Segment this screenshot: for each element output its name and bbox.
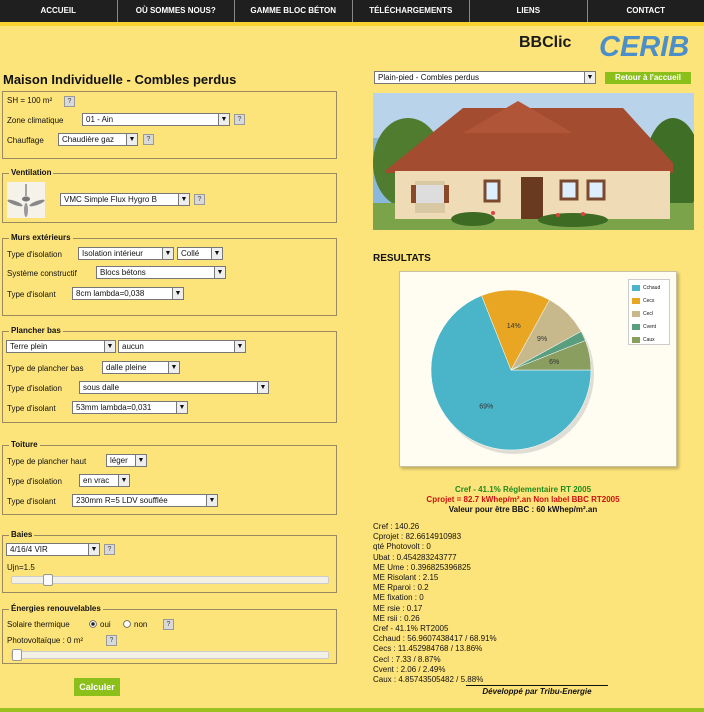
pie-label-cecl: 9% bbox=[537, 335, 548, 343]
nav-telechargements[interactable]: TÉLÉCHARGEMENTS bbox=[353, 0, 471, 22]
chevron-down-icon: ▼ bbox=[584, 72, 595, 83]
baies-select[interactable]: 4/16/4 VIR ▼ bbox=[6, 543, 100, 556]
pie-label-caux: 6% bbox=[549, 358, 560, 366]
stat-line: Cprojet : 82.6614910983 bbox=[373, 532, 462, 542]
plancher-isolation-label: Type d'isolation bbox=[7, 384, 62, 393]
legend-item: Cchaud bbox=[632, 285, 660, 291]
radio-oui[interactable] bbox=[89, 620, 97, 628]
toiture-isolant-label: Type d'isolant bbox=[7, 497, 56, 506]
chevron-down-icon: ▼ bbox=[135, 455, 146, 466]
plancher-isolant-select[interactable]: 53mm lambda=0,031 ▼ bbox=[72, 401, 188, 414]
nav-liens[interactable]: LIENS bbox=[470, 0, 588, 22]
legend-item: Cecl bbox=[632, 311, 653, 317]
stat-line: ME fixation : 0 bbox=[373, 593, 424, 603]
page-title: Maison Individuelle - Combles perdus bbox=[3, 72, 237, 87]
murs-isolant-select[interactable]: 8cm lambda=0,038 ▼ bbox=[72, 287, 184, 300]
chauffage-help-icon[interactable]: ? bbox=[143, 134, 154, 145]
result-cref: Cref - 41.1% Réglementaire RT 2005 bbox=[454, 485, 592, 494]
plancher-aucun-select[interactable]: aucun ▼ bbox=[118, 340, 246, 353]
murs-systeme-select[interactable]: Blocs bétons ▼ bbox=[96, 266, 226, 279]
murs-isolation-label: Type d'isolation bbox=[7, 250, 62, 259]
chart-legend bbox=[628, 279, 670, 345]
stat-line: Caux : 4.85743505482 / 5.88% bbox=[373, 675, 484, 685]
pv-label: Photovoltaïque : 0 m² bbox=[7, 636, 84, 645]
toiture-plancher-select[interactable]: léger ▼ bbox=[106, 454, 147, 467]
pie-label-cchaud: 69% bbox=[479, 403, 494, 411]
chevron-down-icon: ▼ bbox=[162, 248, 173, 259]
ventilation-fan-icon bbox=[7, 182, 45, 218]
chevron-down-icon: ▼ bbox=[118, 475, 129, 486]
main-nav bbox=[0, 0, 704, 22]
plancher-bas-fieldset bbox=[2, 326, 337, 423]
cerib-logo bbox=[598, 30, 700, 60]
stat-line: Cvent : 2.06 / 2.49% bbox=[373, 664, 446, 674]
radio-oui-label: oui bbox=[100, 620, 111, 629]
sh-label: SH = 100 m² bbox=[7, 96, 53, 105]
zone-label: Zone climatique bbox=[7, 116, 64, 125]
baies-help-icon[interactable]: ? bbox=[104, 544, 115, 555]
results-title: RESULTATS bbox=[373, 253, 431, 264]
stat-line: ME Rparoi : 0.2 bbox=[373, 583, 429, 593]
plancher-terre-select[interactable]: Terre plein ▼ bbox=[6, 340, 116, 353]
plancher-isolation-select[interactable]: sous dalle ▼ bbox=[79, 381, 269, 394]
legend-item: Cvent bbox=[632, 324, 656, 330]
ujn-label: Ujn=1.5 bbox=[7, 563, 35, 572]
footer-stripe bbox=[0, 708, 704, 712]
stat-line: Ubat : 0.454283243777 bbox=[373, 552, 457, 562]
chevron-down-icon: ▼ bbox=[211, 248, 222, 259]
svg-text:CERIB: CERIB bbox=[599, 31, 690, 60]
nav-contact[interactable]: CONTACT bbox=[626, 6, 665, 15]
legend-item: Caux bbox=[632, 337, 655, 343]
zone-select[interactable]: 01 - Ain ▼ bbox=[82, 113, 230, 126]
house-image bbox=[373, 93, 694, 230]
baies-fieldset bbox=[2, 530, 337, 593]
pv-slider-thumb[interactable] bbox=[12, 649, 22, 661]
radio-non-label: non bbox=[134, 620, 148, 629]
ventilation-legend: Ventilation bbox=[11, 168, 52, 177]
toiture-plancher-label: Type de plancher haut bbox=[7, 457, 87, 466]
toiture-isolation-select[interactable]: en vrac ▼ bbox=[79, 474, 130, 487]
chevron-down-icon: ▼ bbox=[218, 114, 229, 125]
murs-fixation-select[interactable]: Collé ▼ bbox=[177, 247, 223, 260]
chevron-down-icon: ▼ bbox=[206, 495, 217, 506]
result-valeur-bbc: Valeur pour être BBC : 60 kWhep/m².an bbox=[448, 505, 598, 514]
stat-line: qté Photovolt : 0 bbox=[373, 542, 431, 552]
ventilation-select[interactable]: VMC Simple Flux Hygro B ▼ bbox=[60, 193, 190, 206]
murs-isolation-select[interactable]: Isolation intérieur ▼ bbox=[78, 247, 174, 260]
general-fieldset bbox=[2, 91, 337, 159]
plancher-type-label: Type de plancher bas bbox=[7, 364, 84, 373]
header-stripe bbox=[0, 22, 704, 26]
chevron-down-icon: ▼ bbox=[88, 544, 99, 555]
chauffage-label: Chauffage bbox=[7, 136, 44, 145]
stat-line: ME rsii : 0.26 bbox=[373, 613, 420, 623]
chevron-down-icon: ▼ bbox=[178, 194, 189, 205]
murs-legend: Murs extérieurs bbox=[11, 233, 71, 242]
house-select[interactable]: Plain-pied - Combles perdus ▼ bbox=[374, 71, 596, 84]
chevron-down-icon: ▼ bbox=[214, 267, 225, 278]
stat-line: ME Risolant : 2.15 bbox=[373, 573, 439, 583]
stat-line: Cref - 41.1% RT2005 bbox=[373, 624, 449, 634]
stat-line: Cchaud : 56.9607438417 / 68.91% bbox=[373, 634, 497, 644]
chevron-down-icon: ▼ bbox=[126, 134, 137, 145]
chevron-down-icon: ▼ bbox=[176, 402, 187, 413]
solaire-help-icon[interactable]: ? bbox=[163, 619, 174, 630]
app-name: BBClic bbox=[519, 34, 572, 51]
pie-chart-panel bbox=[399, 271, 677, 467]
sh-help-icon[interactable]: ? bbox=[64, 96, 75, 107]
plancher-type-select[interactable]: dalle pleine ▼ bbox=[102, 361, 180, 374]
calculer-button[interactable]: Calculer bbox=[74, 678, 120, 696]
plancher-bas-legend: Plancher bas bbox=[11, 326, 61, 335]
chevron-down-icon: ▼ bbox=[234, 341, 245, 352]
developer-credit: Développé par Tribu-Energie bbox=[466, 685, 608, 696]
ventilation-help-icon[interactable]: ? bbox=[194, 194, 205, 205]
result-cprojet: Cprojet = 82.7 kWhep/m².an Non label BBC RT2005 bbox=[426, 495, 620, 504]
zone-help-icon[interactable]: ? bbox=[234, 114, 245, 125]
nav-gamme-bloc-beton[interactable]: GAMME BLOC BÉTON bbox=[235, 0, 353, 22]
stat-line: Cref : 140.26 bbox=[373, 522, 420, 531]
chevron-down-icon: ▼ bbox=[257, 382, 268, 393]
baies-legend: Baies bbox=[11, 530, 33, 539]
murs-systeme-label: Système constructif bbox=[7, 269, 77, 278]
solaire-label: Solaire thermique bbox=[7, 620, 70, 629]
energies-fieldset bbox=[2, 604, 337, 664]
murs-fieldset bbox=[2, 233, 337, 316]
chevron-down-icon: ▼ bbox=[168, 362, 179, 373]
toiture-isolant-select[interactable]: 230mm R=5 LDV soufflée ▼ bbox=[72, 494, 218, 507]
ventilation-fieldset bbox=[2, 168, 337, 223]
pie-label-cecs: 14% bbox=[506, 323, 521, 331]
chevron-down-icon: ▼ bbox=[172, 288, 183, 299]
retour-accueil-button[interactable]: Retour à l'accueil bbox=[605, 72, 691, 84]
ujn-slider[interactable] bbox=[11, 576, 329, 584]
stat-line: Cecl : 7.33 / 8.87% bbox=[373, 654, 441, 664]
plancher-isolant-label: Type d'isolant bbox=[7, 404, 56, 413]
stats-list bbox=[373, 522, 497, 685]
pv-slider[interactable] bbox=[11, 651, 329, 659]
legend-item: Cecs bbox=[632, 298, 654, 304]
stat-line: ME Ume : 0.396825396825 bbox=[373, 562, 471, 572]
stat-line: Cecs : 11.452984768 / 13.86% bbox=[373, 644, 483, 654]
toiture-fieldset bbox=[2, 440, 337, 515]
chevron-down-icon: ▼ bbox=[104, 341, 115, 352]
toiture-legend: Toiture bbox=[11, 440, 38, 449]
chauffage-select[interactable]: Chaudière gaz ▼ bbox=[58, 133, 138, 146]
nav-ou-sommes-nous[interactable]: OÙ SOMMES NOUS? bbox=[118, 0, 236, 22]
nav-accueil[interactable]: ACCUEIL bbox=[0, 0, 118, 22]
stat-line: ME rsie : 0.17 bbox=[373, 603, 423, 613]
pv-help-icon[interactable]: ? bbox=[106, 635, 117, 646]
murs-isolant-label: Type d'isolant bbox=[7, 290, 56, 299]
energies-legend: Énergies renouvelables bbox=[11, 604, 101, 613]
toiture-isolation-label: Type d'isolation bbox=[7, 477, 62, 486]
ujn-slider-thumb[interactable] bbox=[43, 574, 53, 586]
radio-non[interactable] bbox=[123, 620, 131, 628]
